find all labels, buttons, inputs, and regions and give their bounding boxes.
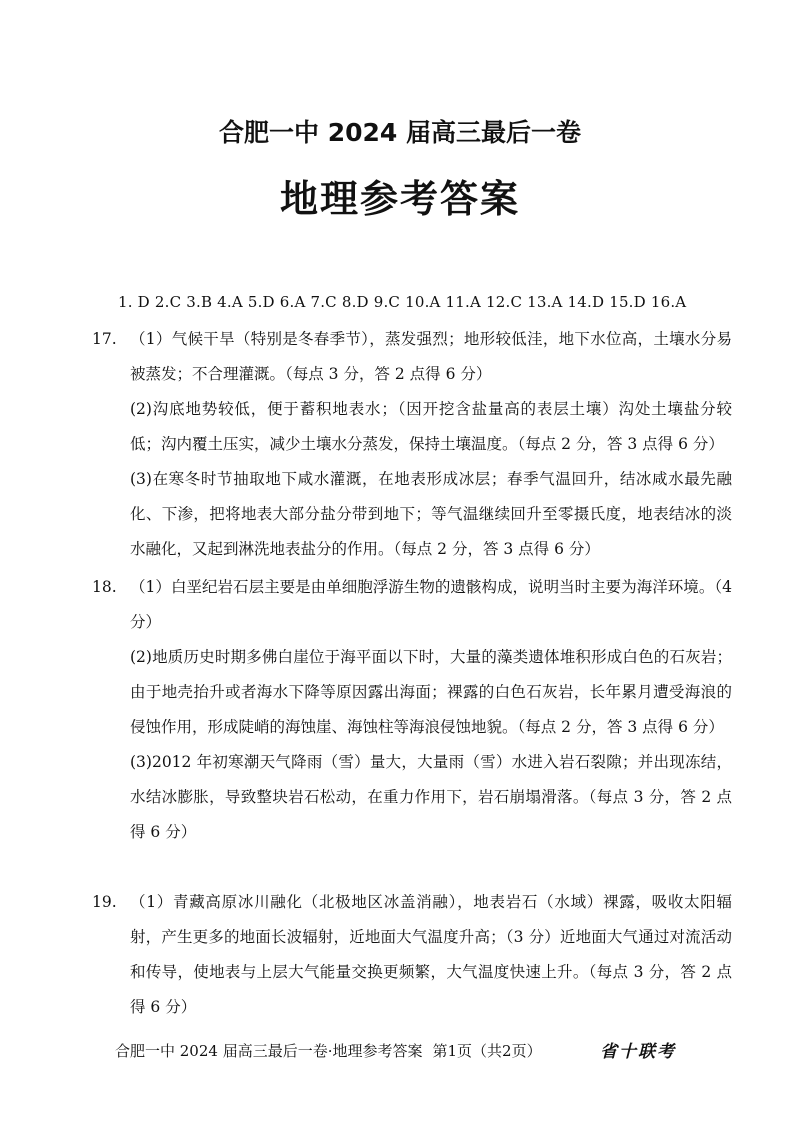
answer-part-1: （1）青藏高原冰川融化（北极地区冰盖消融），地表岩石（水域）裸露，吸收太阳辐射，产生更多的地面长波辐射，近地面大气温度升高；（3 分）近地面大气通过对流活动和传导，使地表与上层大气能量交换更频繁，大气温度快速上升。（每点 3 分，答 2 点得 6 分）	[130, 893, 732, 1016]
question-number: 19.	[92, 893, 117, 911]
answer-part-1: （1）气候干旱（特别是冬春季节），蒸发强烈；地形较低洼，地下水位高，土壤水分易被蒸发；不合理灌溉。（每点 3 分，答 2 点得 6 分）	[130, 330, 732, 383]
subject-title: 地理参考答案	[279, 177, 520, 221]
footer-page-info: 第1页（共2页）	[432, 1042, 542, 1060]
question-17	[92, 322, 732, 567]
answer-part-2: (2)地质历史时期多佛白崖位于海平面以下时，大量的藻类遗体堆积形成白色的石灰岩；由于地壳抬升或者海水下降等原因露出海面；裸露的白色石灰岩，长年累月遭受海浪的侵蚀作用，形成陡峭的海蚀崖、海蚀柱等海浪侵蚀地貌。（每点 2 分，答 3 点得 6 分）	[130, 648, 732, 736]
question-19	[92, 885, 732, 1025]
question-number: 17.	[92, 330, 117, 348]
answer-part-2: (2)沟底地势较低，便于蓄积地表水；（因开挖含盐量高的表层土壤）沟处土壤盐分较低；沟内覆土压实，减少土壤水分蒸发，保持土壤温度。（每点 2 分，答 3 点得 6 分）	[130, 400, 732, 453]
answer-part-3: (3)在寒冬时节抽取地下咸水灌溉，在地表形成冰层；春季气温回升，结冰咸水最先融化、下渗，把将地表大部分盐分带到地下；等气温继续回升至零摄氏度，地表结冰的淡水融化，又起到淋洗地表盐分的作用。（每点 2 分，答 3 点得 6 分）	[130, 470, 732, 558]
question-number: 18.	[92, 578, 117, 596]
footer-doc-title: 合肥一中 2024 届高三最后一卷·地理参考答案	[115, 1042, 423, 1060]
question-18	[92, 570, 732, 850]
answer-part-1: （1）白垩纪岩石层主要是由单细胞浮游生物的遗骸构成，说明当时主要为海洋环境。（4 分）	[130, 578, 732, 631]
exam-title: 合肥一中 2024 届高三最后一卷	[219, 118, 581, 147]
answer-part-3: (3)2012 年初寒潮天气降雨（雪）量大，大量雨（雪）水进入岩石裂隙；并出现冻结，水结冰膨胀，导致整块岩石松动，在重力作用下，岩石崩塌滑落。（每点 3 分，答 2 点得 6 分）	[130, 753, 732, 841]
multiple-choice-answers: 1. D 2.C 3.B 4.A 5.D 6.A 7.C 8.D 9.C 10.A 11.A 12.C 13.A 14.D 15.D 16.A	[118, 293, 687, 311]
publisher-stamp: 省十联考	[600, 1042, 676, 1062]
